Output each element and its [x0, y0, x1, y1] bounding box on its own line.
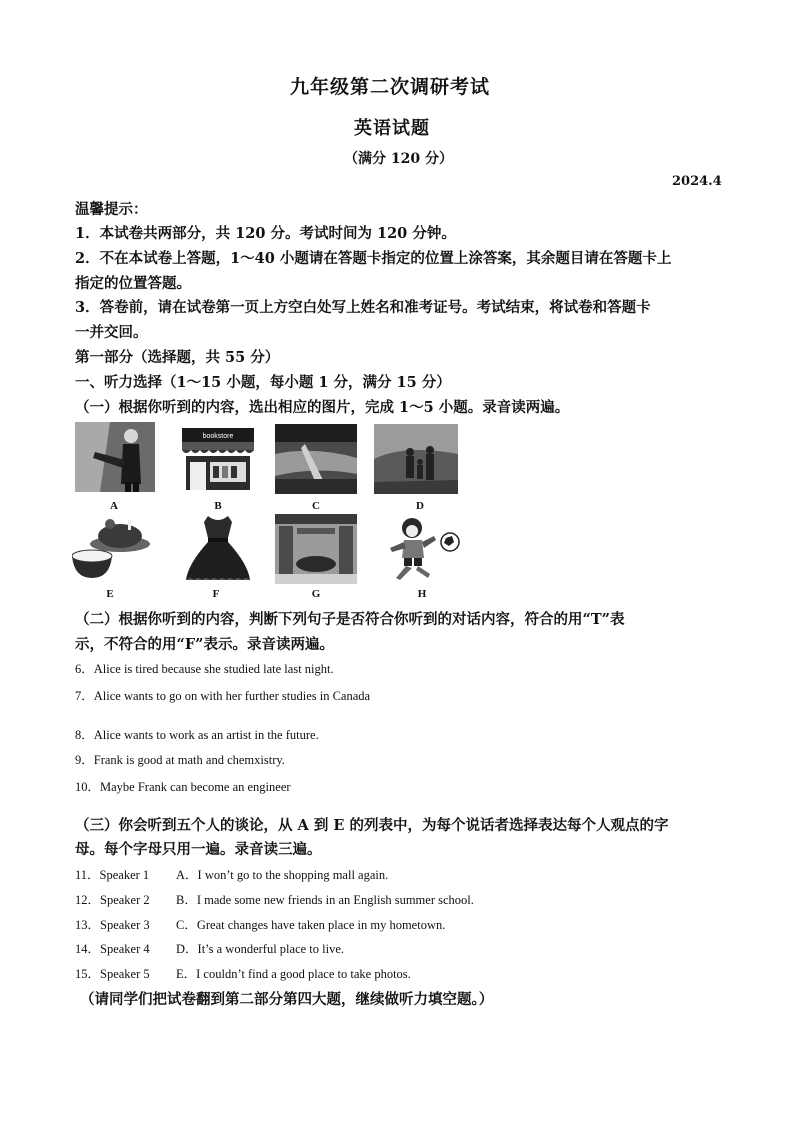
tf-question: 8．Alice wants to work as an artist in the future. — [75, 728, 319, 742]
picture-label-e: E — [106, 588, 114, 600]
matching-speaker: 12．Speaker 2 — [75, 893, 150, 907]
bookstore-sign: bookstore — [202, 433, 234, 440]
matching-speaker: 14．Speaker 4 — [75, 942, 150, 956]
subsection3-instruction-line2: 母。每个字母只用一遍。录音读三遍。 — [75, 841, 322, 858]
exam-title: 九年级第二次调研考试 — [290, 76, 491, 98]
tip-1: 1．本试卷共两部分，共 120 分。考试时间为 120 分钟。 — [75, 225, 456, 242]
boy-soccer-icon — [382, 514, 462, 584]
picture-label-h: H — [417, 588, 427, 600]
section1-title: 一、听力选择（1～15 小题，每小题 1 分，满分 15 分） — [75, 374, 451, 391]
tip-2-line1: 2．不在本试卷上答题，1～40 小题请在答题卡指定的位置上涂答案，其余题目请在答题卡上 — [75, 250, 672, 267]
shopping-mall-photo — [275, 514, 357, 584]
picture-label-g: G — [311, 588, 321, 600]
picture-label-b: B — [214, 500, 222, 512]
family-walk-photo — [374, 424, 458, 494]
tf-question: 9．Frank is good at math and chemxistry. — [75, 753, 285, 767]
exam-subtitle: 英语试题 — [354, 118, 430, 139]
man-kick-photo — [75, 422, 155, 492]
footer-note: （请同学们把试卷翻到第二部分第四大题，继续做听力填空题。） — [80, 991, 494, 1008]
matching-option: A．I won’t go to the shopping mall again. — [176, 868, 389, 882]
subsection2-instruction-line2: 示，不符合的用“F”表示。录音读两遍。 — [75, 636, 334, 653]
exam-date: 2024.4 — [672, 174, 722, 189]
matching-speaker: 11．Speaker 1 — [75, 868, 150, 882]
matching-speaker: 15．Speaker 5 — [75, 967, 150, 981]
roast-chicken-rice-icon — [72, 514, 152, 584]
subsection2-instruction-line1: （二）根据你听到的内容，判断下列句子是否符合你听到的对话内容，符合的用“T”表 — [75, 611, 625, 628]
part1-title: 第一部分（选择题，共 55 分） — [75, 349, 280, 366]
tip-3-line1: 3．答卷前，请在试卷第一页上方空白处写上姓名和准考证号。考试结束，将试卷和答题卡 — [75, 299, 651, 316]
subsection1-instruction: （一）根据你听到的内容，选出相应的图片，完成 1～5 小题。录音读两遍。 — [75, 399, 570, 416]
picture-label-c: C — [312, 500, 320, 512]
bookstore-icon — [178, 424, 258, 494]
tf-question: 10．Maybe Frank can become an engineer — [75, 780, 291, 794]
score-note: （满分 120 分） — [344, 151, 453, 167]
picture-label-d: D — [416, 500, 424, 512]
matching-option: E．I couldn’t find a good place to take photos. — [176, 967, 411, 981]
picture-label-f: F — [212, 588, 220, 600]
tip-2-line2: 指定的位置答题。 — [75, 275, 191, 292]
matching-option: C．Great changes have taken place in my hometown. — [176, 918, 446, 932]
subsection3-instruction-line1: （三）你会听到五个人的谈论，从 A 到 E 的列表中，为每个说话者选择表达每个人观点的字 — [75, 817, 669, 834]
matching-speaker: 13．Speaker 3 — [75, 918, 150, 932]
matching-option: D．It’s a wonderful place to live. — [176, 942, 345, 956]
tip-3-line2: 一并交回。 — [75, 324, 148, 341]
tips-heading: 温馨提示： — [75, 201, 148, 218]
dress-icon — [178, 514, 258, 584]
river-photo — [275, 424, 357, 494]
tf-question: 6．Alice is tired because she studied late last night. — [75, 662, 334, 676]
matching-option: B．I made some new friends in an English summer school. — [176, 893, 474, 907]
picture-label-a: A — [110, 500, 118, 512]
tf-question: 7．Alice wants to go on with her further studies in Canada — [75, 689, 371, 703]
